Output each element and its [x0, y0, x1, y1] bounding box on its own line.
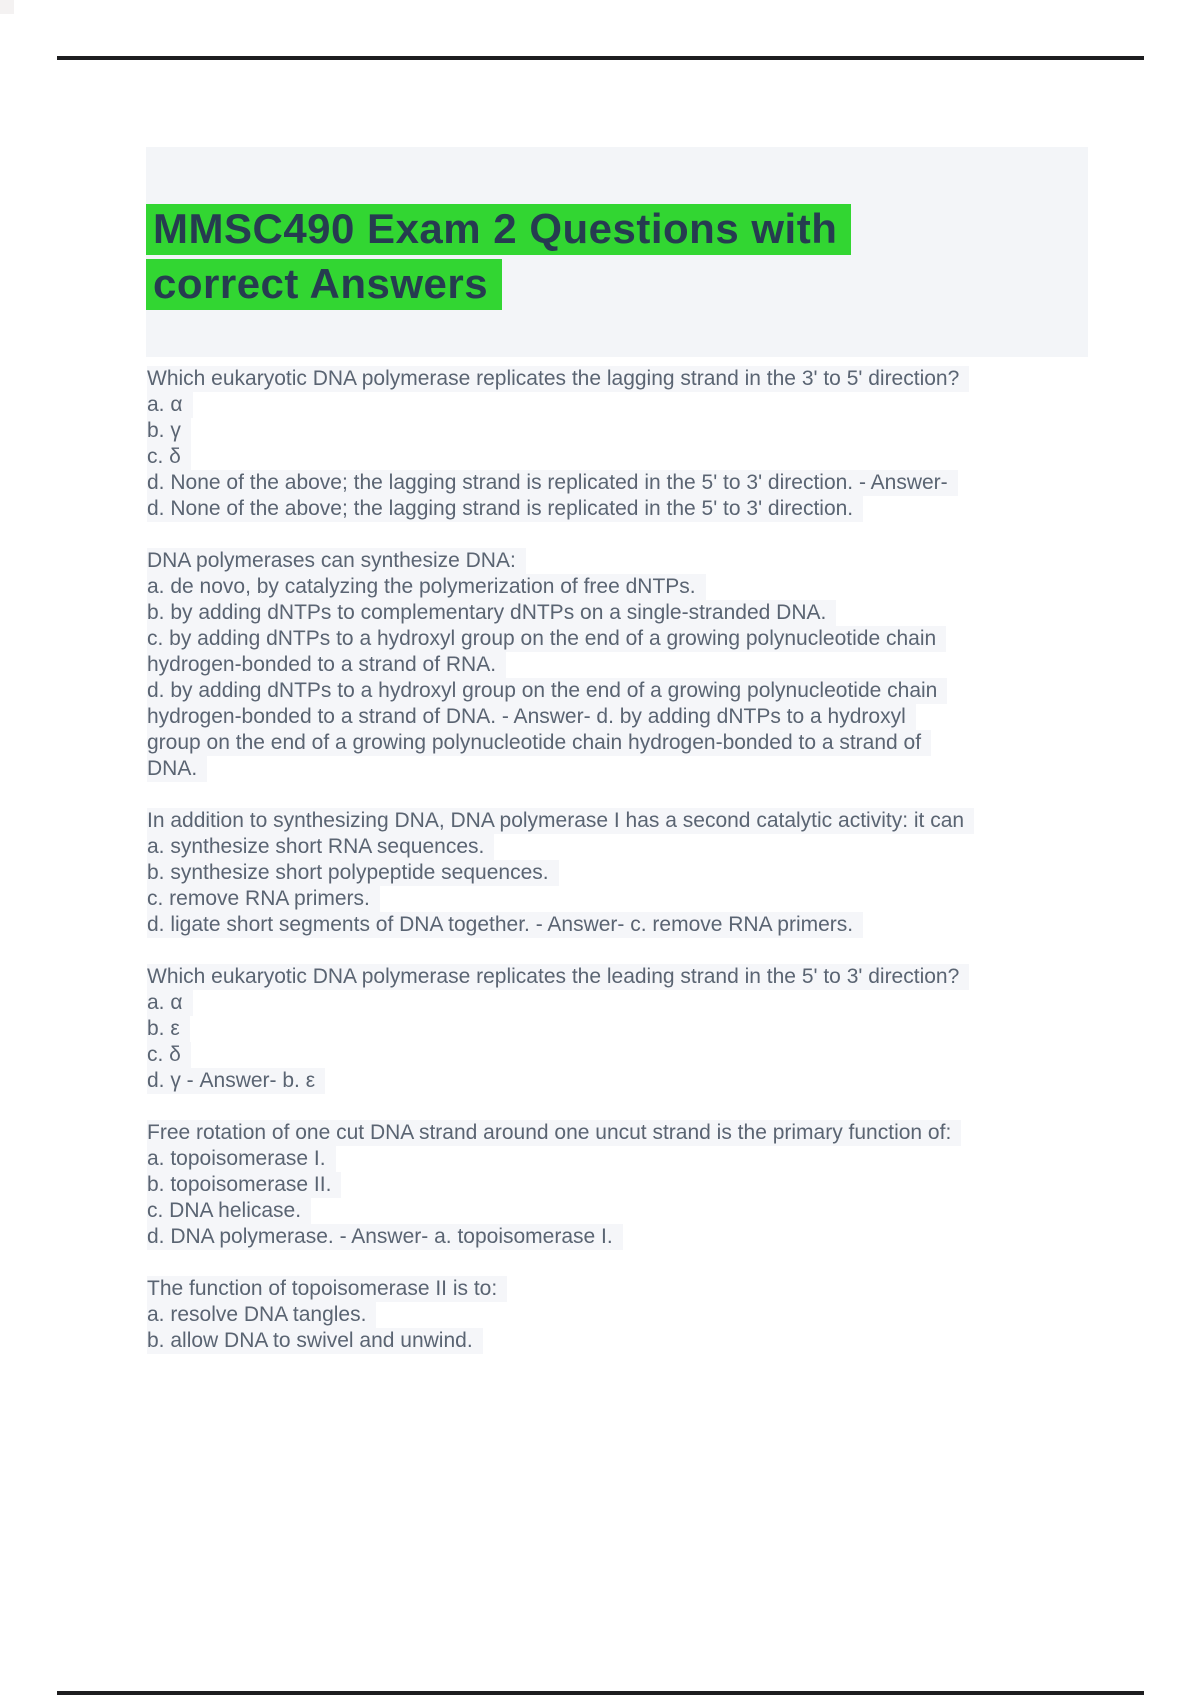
question-block: [147, 1276, 1157, 1354]
text-line: [147, 1146, 1157, 1172]
text-line-content: c. δ: [147, 1042, 191, 1068]
text-line: [147, 1016, 1157, 1042]
text-line-content: c. by adding dNTPs to a hydroxyl group on the end of a growing polynucleotide chain: [147, 626, 946, 652]
scan-corner-artifact: [0, 0, 14, 14]
text-line: [147, 1328, 1157, 1354]
text-line-content: c. DNA helicase.: [147, 1198, 311, 1224]
text-line: [147, 652, 1157, 678]
text-line-content: d. γ - Answer- b. ε: [147, 1068, 325, 1094]
text-line-content: hydrogen-bonded to a strand of RNA.: [147, 652, 506, 678]
text-line: [147, 730, 1157, 756]
text-line-content: group on the end of a growing polynucleotide chain hydrogen-bonded to a strand of: [147, 730, 931, 756]
question-block: [147, 1120, 1157, 1250]
question-block: [147, 548, 1157, 782]
questions-container: [147, 366, 1157, 1380]
page-title: [146, 201, 976, 311]
text-line-content: c. δ: [147, 444, 191, 470]
text-line-content: d. None of the above; the lagging strand is replicated in the 5' to 3' direction. - Answer-: [147, 470, 958, 496]
text-line-content: DNA polymerases can synthesize DNA:: [147, 548, 526, 574]
text-line-content: d. ligate short segments of DNA together. - Answer- c. remove RNA primers.: [147, 912, 863, 938]
text-line: [147, 418, 1157, 444]
text-line: [147, 444, 1157, 470]
question-block: [147, 964, 1157, 1094]
question-block: [147, 808, 1157, 938]
text-line: [147, 678, 1157, 704]
text-line-content: Free rotation of one cut DNA strand around one uncut strand is the primary function of:: [147, 1120, 961, 1146]
text-line: [147, 626, 1157, 652]
text-line: [147, 912, 1157, 938]
text-line-content: b. γ: [147, 418, 191, 444]
text-line-content: b. topoisomerase II.: [147, 1172, 341, 1198]
text-line-content: Which eukaryotic DNA polymerase replicates the lagging strand in the 3' to 5' direction?: [147, 366, 969, 392]
text-line: [147, 1302, 1157, 1328]
text-line: [147, 756, 1157, 782]
text-line: [147, 1276, 1157, 1302]
text-line: [147, 548, 1157, 574]
text-line-content: b. by adding dNTPs to complementary dNTPs on a single-stranded DNA.: [147, 600, 836, 626]
text-line: [147, 1198, 1157, 1224]
text-line-content: a. α: [147, 392, 193, 418]
text-line-content: b. ε: [147, 1016, 190, 1042]
text-line-content: hydrogen-bonded to a strand of DNA. - Answer- d. by adding dNTPs to a hydroxyl: [147, 704, 916, 730]
text-line: [147, 1224, 1157, 1250]
text-line: [147, 574, 1157, 600]
text-line: [147, 990, 1157, 1016]
text-line: [147, 1068, 1157, 1094]
text-line: [147, 1172, 1157, 1198]
title-highlight: MMSC490 Exam 2 Questions with correct Answers: [146, 204, 851, 310]
text-line-content: c. remove RNA primers.: [147, 886, 380, 912]
text-line: [147, 886, 1157, 912]
text-line-content: b. allow DNA to swivel and unwind.: [147, 1328, 483, 1354]
text-line: [147, 1042, 1157, 1068]
text-line-content: The function of topoisomerase II is to:: [147, 1276, 507, 1302]
text-line: [147, 392, 1157, 418]
text-line: [147, 470, 1157, 496]
text-line: [147, 834, 1157, 860]
text-line: [147, 964, 1157, 990]
text-line: [147, 600, 1157, 626]
text-line-content: a. de novo, by catalyzing the polymerization of free dNTPs.: [147, 574, 706, 600]
text-line: [147, 366, 1157, 392]
text-line: [147, 1120, 1157, 1146]
text-line-content: a. α: [147, 990, 193, 1016]
text-line-content: d. DNA polymerase. - Answer- a. topoisomerase I.: [147, 1224, 623, 1250]
text-line: [147, 860, 1157, 886]
text-line: [147, 496, 1157, 522]
text-line: [147, 704, 1157, 730]
page-bottom-rule: [57, 1691, 1144, 1695]
text-line-content: a. synthesize short RNA sequences.: [147, 834, 494, 860]
text-line: [147, 808, 1157, 834]
text-line-content: d. by adding dNTPs to a hydroxyl group on the end of a growing polynucleotide chain: [147, 678, 947, 704]
text-line-content: a. resolve DNA tangles.: [147, 1302, 376, 1328]
text-line-content: Which eukaryotic DNA polymerase replicates the leading strand in the 5' to 3' direction?: [147, 964, 969, 990]
text-line-content: a. topoisomerase I.: [147, 1146, 336, 1172]
text-line-content: b. synthesize short polypeptide sequences.: [147, 860, 559, 886]
text-line-content: In addition to synthesizing DNA, DNA polymerase I has a second catalytic activity: it can: [147, 808, 974, 834]
text-line-content: d. None of the above; the lagging strand is replicated in the 5' to 3' direction.: [147, 496, 863, 522]
question-block: [147, 366, 1157, 522]
text-line-content: DNA.: [147, 756, 207, 782]
page-top-rule: [57, 56, 1144, 60]
